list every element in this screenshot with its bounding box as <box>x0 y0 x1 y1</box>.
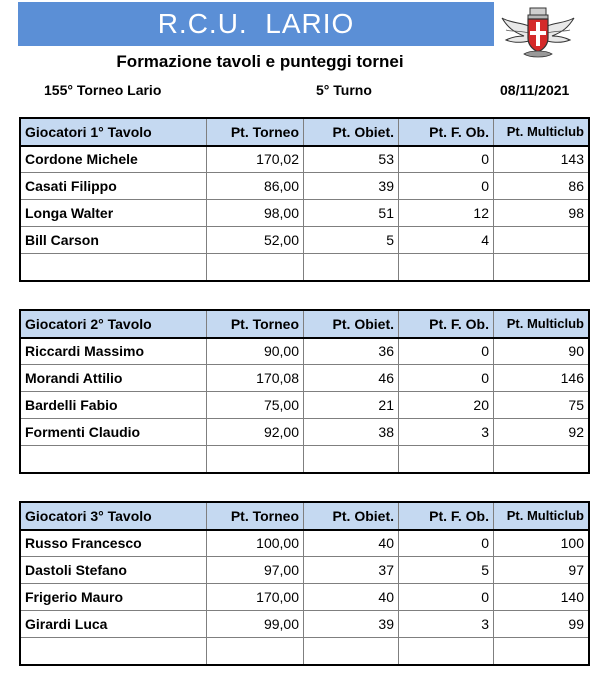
score-cell-fob: 0 <box>399 365 494 392</box>
score-cell-multiclub: 98 <box>494 200 589 227</box>
score-cell-obiet <box>304 638 399 665</box>
player-name <box>21 254 207 281</box>
table-row <box>21 530 589 557</box>
column-header: Pt. F. Ob. <box>399 503 494 530</box>
score-cell-multiclub: 99 <box>494 611 589 638</box>
score-cell-torneo <box>207 638 304 665</box>
table-row <box>21 338 589 365</box>
score-cell-multiclub: 97 <box>494 557 589 584</box>
score-cell-multiclub: 140 <box>494 584 589 611</box>
player-name: Frigerio Mauro <box>21 584 207 611</box>
score-cell-obiet: 53 <box>304 146 399 173</box>
score-cell-multiclub <box>494 227 589 254</box>
score-cell-torneo: 75,00 <box>207 392 304 419</box>
column-header: Pt. Torneo <box>207 503 304 530</box>
column-header: Pt. Torneo <box>207 119 304 146</box>
score-cell-obiet: 5 <box>304 227 399 254</box>
tavolo-label: Giocatori 2° Tavolo <box>21 311 207 338</box>
score-cell-fob: 20 <box>399 392 494 419</box>
player-name: Cordone Michele <box>21 146 207 173</box>
score-cell-fob: 3 <box>399 611 494 638</box>
table-tavolo-1 <box>20 118 589 281</box>
player-name <box>21 638 207 665</box>
score-cell-fob: 0 <box>399 146 494 173</box>
score-cell-multiclub <box>494 638 589 665</box>
score-cell-torneo: 170,00 <box>207 584 304 611</box>
score-cell-multiclub: 92 <box>494 419 589 446</box>
player-name <box>21 446 207 473</box>
turn-label: 5° Turno <box>316 82 372 98</box>
table-tavolo-2 <box>20 310 589 473</box>
table-tavolo-3 <box>20 502 589 665</box>
player-name: Bill Carson <box>21 227 207 254</box>
score-cell-obiet <box>304 254 399 281</box>
score-cell-obiet: 21 <box>304 392 399 419</box>
score-cell-multiclub <box>494 446 589 473</box>
table-header-row <box>21 311 589 338</box>
score-cell-fob: 0 <box>399 338 494 365</box>
score-cell-fob: 0 <box>399 173 494 200</box>
player-name: Formenti Claudio <box>21 419 207 446</box>
table-row <box>21 173 589 200</box>
score-cell-torneo: 86,00 <box>207 173 304 200</box>
score-cell-fob: 4 <box>399 227 494 254</box>
column-header: Pt. Multiclub <box>494 119 589 146</box>
score-cell-torneo <box>207 446 304 473</box>
score-cell-torneo: 90,00 <box>207 338 304 365</box>
score-cell-fob: 0 <box>399 584 494 611</box>
table-row <box>21 254 589 281</box>
score-cell-obiet: 40 <box>304 530 399 557</box>
column-header: Pt. Multiclub <box>494 503 589 530</box>
score-cell-multiclub: 143 <box>494 146 589 173</box>
table-row <box>21 446 589 473</box>
score-cell-torneo: 92,00 <box>207 419 304 446</box>
score-cell-torneo: 170,02 <box>207 146 304 173</box>
score-cell-fob <box>399 446 494 473</box>
score-cell-torneo: 98,00 <box>207 200 304 227</box>
score-cell-obiet: 36 <box>304 338 399 365</box>
score-cell-obiet: 39 <box>304 173 399 200</box>
score-cell-obiet: 39 <box>304 611 399 638</box>
score-cell-torneo: 97,00 <box>207 557 304 584</box>
tavolo-label: Giocatori 1° Tavolo <box>21 119 207 146</box>
column-header: Pt. Obiet. <box>304 311 399 338</box>
score-cell-torneo: 52,00 <box>207 227 304 254</box>
column-header: Pt. Torneo <box>207 311 304 338</box>
player-name: Casati Filippo <box>21 173 207 200</box>
table-row <box>21 227 589 254</box>
score-cell-obiet: 46 <box>304 365 399 392</box>
table-row <box>21 146 589 173</box>
table-row <box>21 419 589 446</box>
table-row <box>21 584 589 611</box>
table-row <box>21 392 589 419</box>
table-row <box>21 365 589 392</box>
column-header: Pt. Obiet. <box>304 119 399 146</box>
score-cell-multiclub: 90 <box>494 338 589 365</box>
score-cell-fob <box>399 254 494 281</box>
column-header: Pt. Multiclub <box>494 311 589 338</box>
column-header: Pt. Obiet. <box>304 503 399 530</box>
score-cell-obiet: 37 <box>304 557 399 584</box>
score-cell-multiclub <box>494 254 589 281</box>
score-cell-multiclub: 75 <box>494 392 589 419</box>
score-cell-obiet: 51 <box>304 200 399 227</box>
table-row <box>21 611 589 638</box>
score-cell-obiet: 38 <box>304 419 399 446</box>
score-cell-obiet: 40 <box>304 584 399 611</box>
date-label: 08/11/2021 <box>500 82 570 98</box>
table-header-row <box>21 119 589 146</box>
score-cell-torneo <box>207 254 304 281</box>
score-cell-fob: 0 <box>399 530 494 557</box>
page-title: R.C.U. LARIO <box>18 2 494 46</box>
player-name: Dastoli Stefano <box>21 557 207 584</box>
player-name: Russo Francesco <box>21 530 207 557</box>
score-cell-obiet <box>304 446 399 473</box>
player-name: Longa Walter <box>21 200 207 227</box>
score-cell-torneo: 99,00 <box>207 611 304 638</box>
score-cell-fob: 12 <box>399 200 494 227</box>
table-row <box>21 638 589 665</box>
player-name: Riccardi Massimo <box>21 338 207 365</box>
score-cell-multiclub: 146 <box>494 365 589 392</box>
column-header: Pt. F. Ob. <box>399 119 494 146</box>
score-cell-torneo: 100,00 <box>207 530 304 557</box>
score-cell-multiclub: 100 <box>494 530 589 557</box>
score-cell-fob <box>399 638 494 665</box>
player-name: Girardi Luca <box>21 611 207 638</box>
score-cell-multiclub: 86 <box>494 173 589 200</box>
score-cell-fob: 5 <box>399 557 494 584</box>
table-row <box>21 557 589 584</box>
tavolo-label: Giocatori 3° Tavolo <box>21 503 207 530</box>
table-row <box>21 200 589 227</box>
table-header-row <box>21 503 589 530</box>
score-cell-torneo: 170,08 <box>207 365 304 392</box>
page-subtitle: Formazione tavoli e punteggi tornei <box>116 52 404 71</box>
column-header: Pt. F. Ob. <box>399 311 494 338</box>
tournament-name: 155° Torneo Lario <box>44 82 162 98</box>
player-name: Morandi Attilio <box>21 365 207 392</box>
player-name: Bardelli Fabio <box>21 392 207 419</box>
score-cell-fob: 3 <box>399 419 494 446</box>
